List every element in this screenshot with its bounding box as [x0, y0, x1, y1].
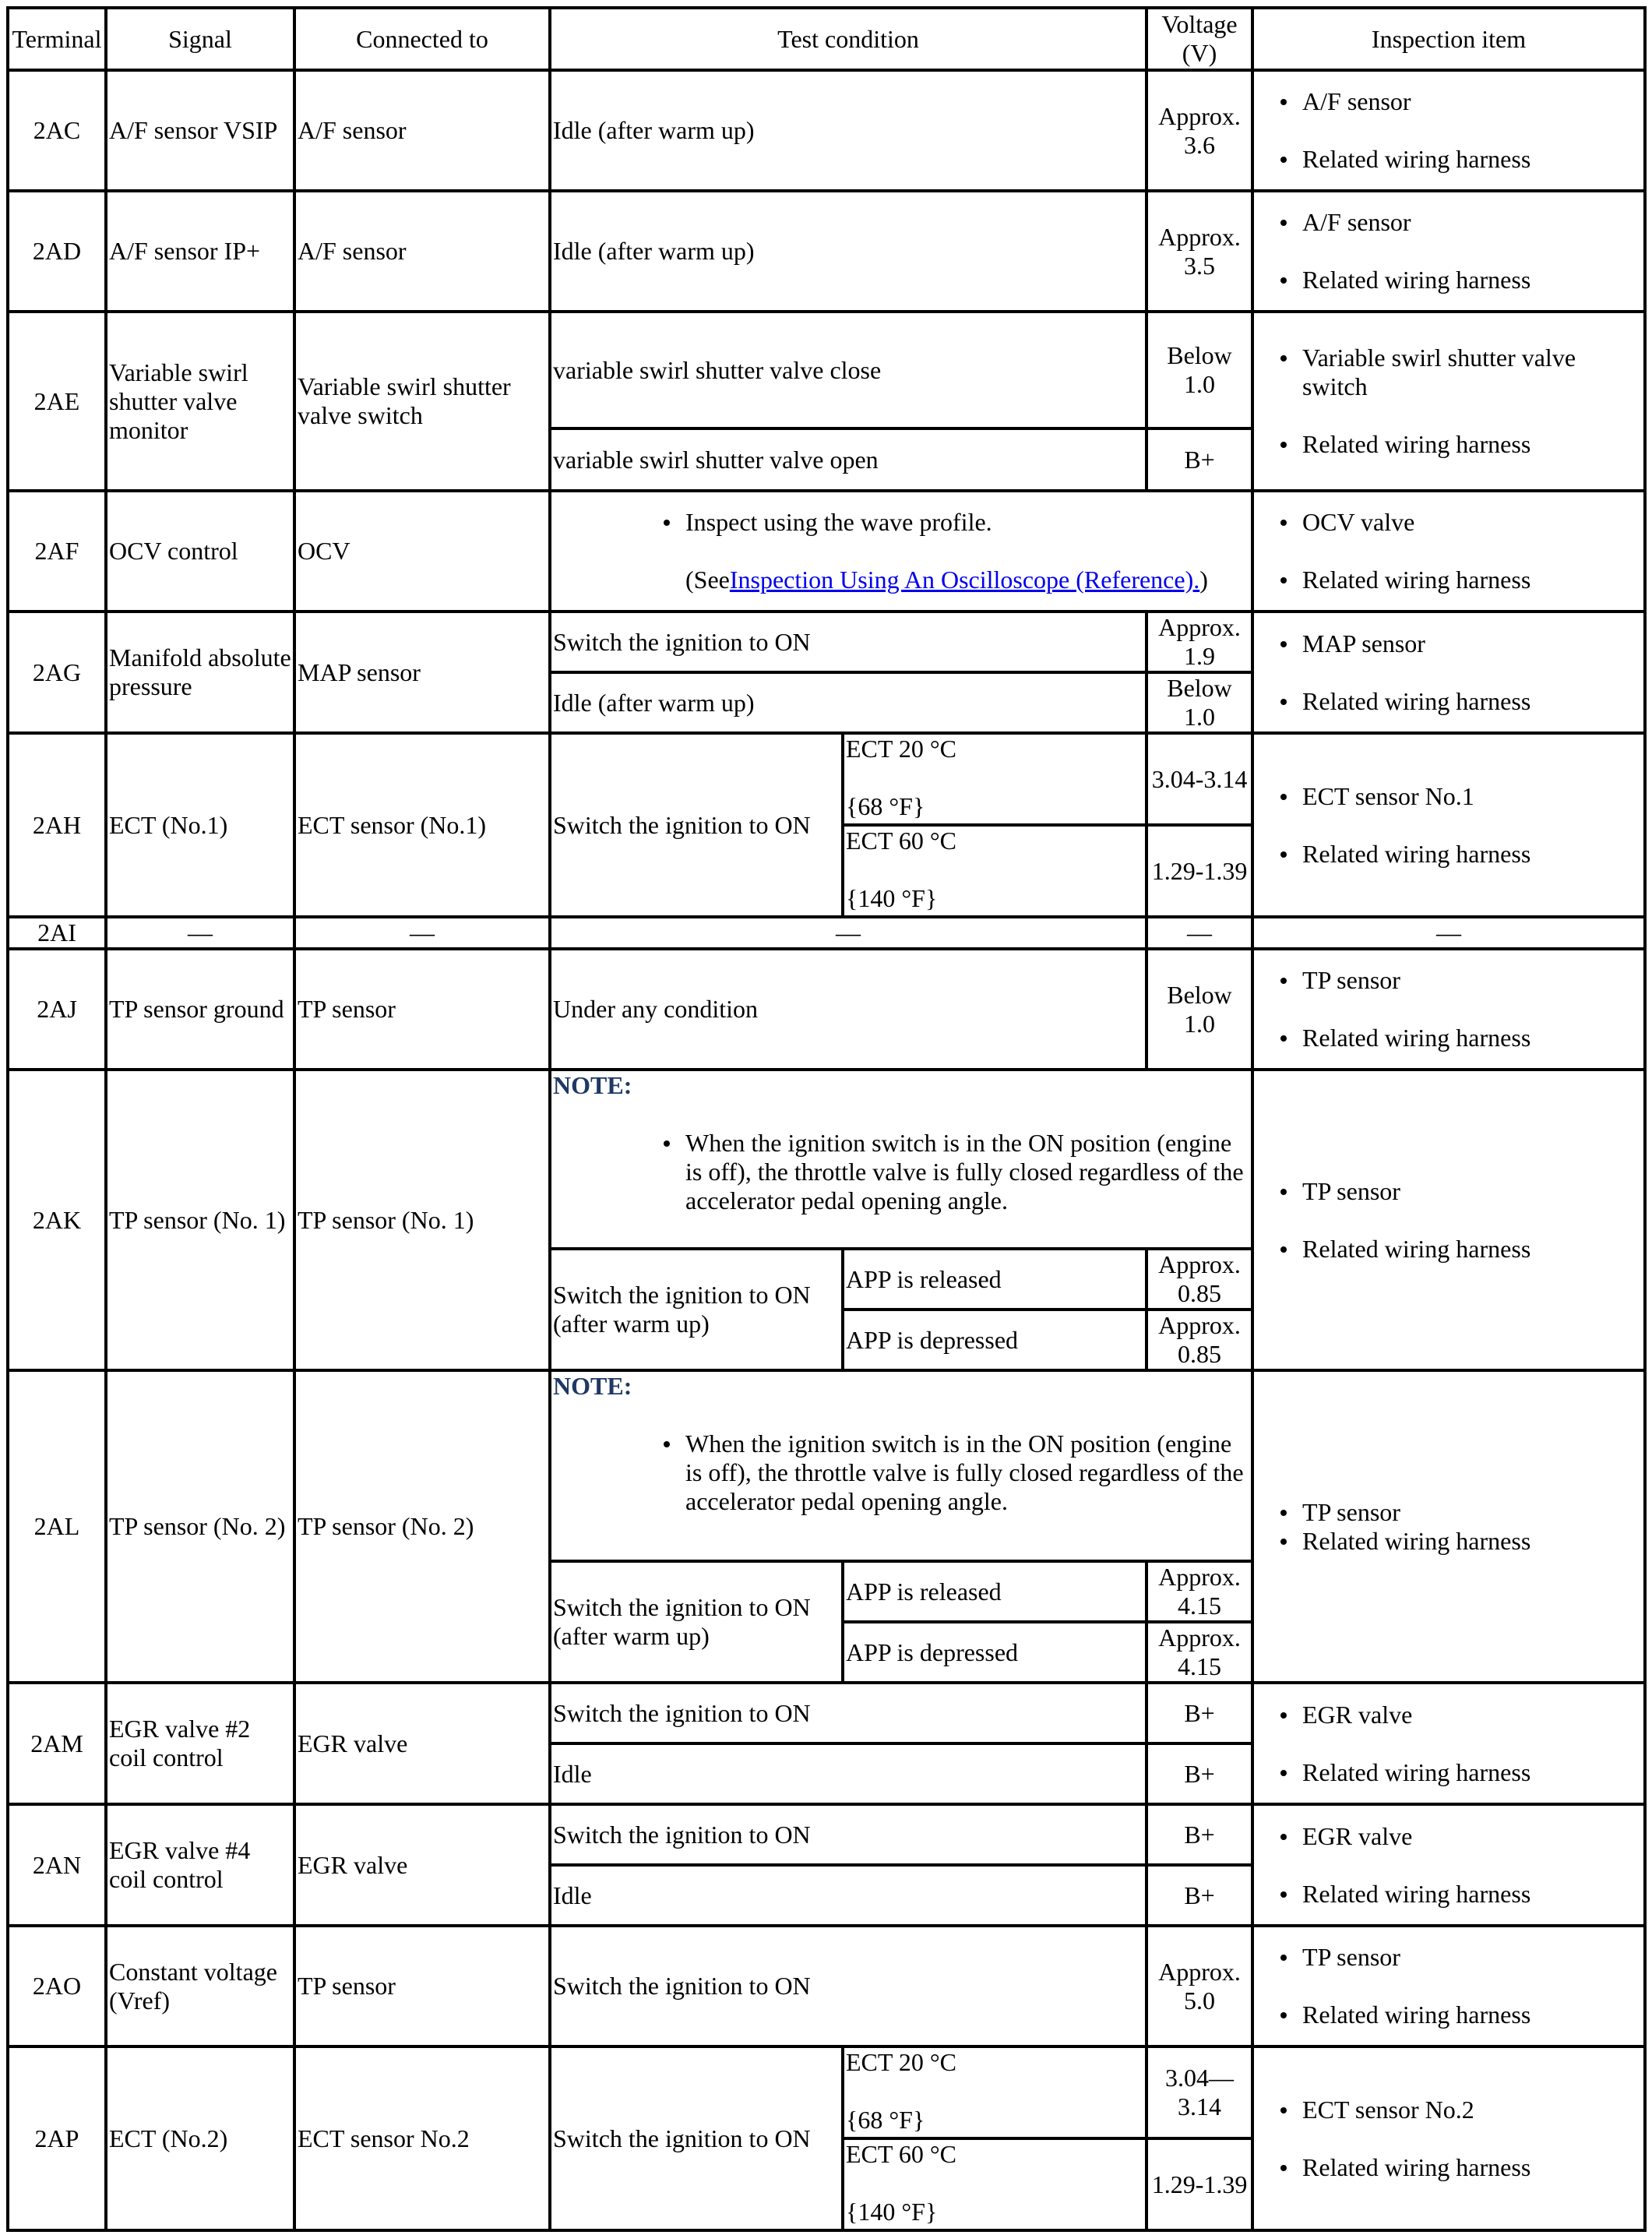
signal-cell: A/F sensor VSIP: [106, 70, 294, 191]
test-condition-cell: Idle (after warm up): [550, 191, 1147, 312]
test-condition-cell: Idle (after warm up): [550, 672, 1147, 733]
signal-cell: —: [106, 917, 294, 949]
inspection-cell: [1252, 312, 1645, 491]
inspection-item: EGR valve: [1302, 1701, 1642, 1729]
inspection-item: Related wiring harness: [1302, 1880, 1642, 1909]
inspection-list: [1256, 1498, 1642, 1556]
inspection-item: Related wiring harness: [1302, 145, 1642, 174]
table-row-2ao: [8, 1926, 1645, 2046]
inspection-list: [1256, 508, 1642, 594]
voltage-cell: Approx. 1.9: [1147, 612, 1252, 672]
connected-cell: TP sensor (No. 1): [294, 1070, 550, 1370]
terminal-cell: 2AH: [8, 733, 106, 917]
header-terminal: Terminal: [8, 8, 106, 70]
table-row-2ah: [8, 733, 1645, 825]
signal-cell: OCV control: [106, 491, 294, 612]
voltage-cell: B+: [1147, 1743, 1252, 1804]
voltage-cell: Approx. 0.85: [1147, 1310, 1252, 1370]
inspection-cell: [1252, 733, 1645, 917]
voltage-cell: Approx. 5.0: [1147, 1926, 1252, 2046]
connected-cell: ECT sensor No.2: [294, 2046, 550, 2230]
connected-cell: —: [294, 917, 550, 949]
voltage-cell: B+: [1147, 1804, 1252, 1865]
note-label: NOTE:: [553, 1071, 632, 1099]
inspection-list: [1256, 966, 1642, 1052]
signal-cell: EGR valve #2 coil control: [106, 1683, 294, 1804]
voltage-cell: —: [1147, 917, 1252, 949]
inspection-cell: [1252, 612, 1645, 733]
voltage-cell: Approx. 4.15: [1147, 1561, 1252, 1622]
connected-cell: TP sensor: [294, 1926, 550, 2046]
inspection-list: [1256, 2096, 1642, 2182]
connected-cell: A/F sensor: [294, 70, 550, 191]
signal-cell: TP sensor (No. 1): [106, 1070, 294, 1370]
voltage-cell: Approx. 0.85: [1147, 1249, 1252, 1310]
voltage-cell: Approx. 4.15: [1147, 1622, 1252, 1683]
wave-profile-item: Inspect using the wave profile.: [685, 508, 1249, 537]
voltage-cell: B+: [1147, 1683, 1252, 1743]
inspection-item: Related wiring harness: [1302, 266, 1642, 294]
inspection-item: TP sensor: [1302, 1177, 1642, 1206]
note-cell: [550, 1370, 1252, 1561]
signal-cell: TP sensor ground: [106, 949, 294, 1070]
voltage-cell: Approx. 3.6: [1147, 70, 1252, 191]
note-cell: [550, 1070, 1252, 1249]
inspection-list: [1256, 1943, 1642, 2029]
note-list: [553, 1429, 1249, 1516]
reference-line: [553, 566, 1249, 594]
ect-temp-c: ECT 20 °C: [846, 2048, 956, 2076]
test-condition-cell: Under any condition: [550, 949, 1147, 1070]
header-row: [8, 8, 1645, 70]
test-condition-cell: Switch the ignition to ON: [550, 612, 1147, 672]
terminal-voltage-table: [6, 6, 1647, 2232]
test-condition-cell: Switch the ignition to ON (after warm up): [550, 1561, 843, 1683]
table-row-2ae: [8, 312, 1645, 428]
ect-temp-c: ECT 20 °C: [846, 735, 956, 763]
inspection-item: OCV valve: [1302, 508, 1642, 537]
test-condition-cell: variable swirl shutter valve close: [550, 312, 1147, 428]
voltage-cell: Below 1.0: [1147, 949, 1252, 1070]
table-row-2ai: [8, 917, 1645, 949]
connected-cell: TP sensor (No. 2): [294, 1370, 550, 1683]
test-condition-cell: Switch the ignition to ON: [550, 1926, 1147, 2046]
voltage-cell: 3.04—3.14: [1147, 2046, 1252, 2138]
inspection-cell: [1252, 2046, 1645, 2230]
voltage-cell: Approx. 3.5: [1147, 191, 1252, 312]
signal-cell: Manifold absolute pressure: [106, 612, 294, 733]
inspection-cell: [1252, 1926, 1645, 2046]
ect-temp-f: {140 °F}: [846, 884, 938, 912]
voltage-cell: 1.29-1.39: [1147, 825, 1252, 917]
inspection-item: Related wiring harness: [1302, 1527, 1642, 1556]
inspection-item: TP sensor: [1302, 1498, 1642, 1527]
table-row-2ak: [8, 1070, 1645, 1249]
ect-temp-f: {140 °F}: [846, 2198, 938, 2226]
test-condition-cell: Idle (after warm up): [550, 70, 1147, 191]
inspection-cell: [1252, 1370, 1645, 1683]
inspection-item: ECT sensor No.1: [1302, 782, 1642, 811]
see-suffix: ): [1199, 566, 1208, 594]
terminal-cell: 2AP: [8, 2046, 106, 2230]
inspection-list: [1256, 1822, 1642, 1909]
app-condition-cell: APP is depressed: [843, 1622, 1147, 1683]
see-prefix: (See: [685, 566, 730, 594]
note-label: NOTE:: [553, 1372, 632, 1400]
test-condition-cell: Idle: [550, 1743, 1147, 1804]
inspection-list: [1256, 344, 1642, 459]
terminal-cell: 2AD: [8, 191, 106, 312]
test-condition-cell: Switch the ignition to ON: [550, 1804, 1147, 1865]
ect-condition-cell: [843, 825, 1147, 917]
signal-cell: EGR valve #4 coil control: [106, 1804, 294, 1926]
signal-cell: ECT (No.1): [106, 733, 294, 917]
terminal-cell: 2AL: [8, 1370, 106, 1683]
wave-profile-list: [553, 508, 1249, 537]
note-item: When the ignition switch is in the ON position (engine is off), the throttle valve is fully closed regardless of the accelerator pedal opening angle.: [685, 1129, 1249, 1215]
ect-temp-c: ECT 60 °C: [846, 827, 956, 855]
app-condition-cell: APP is depressed: [843, 1310, 1147, 1370]
note-list: [553, 1129, 1249, 1215]
terminal-cell: 2AO: [8, 1926, 106, 2046]
connected-cell: EGR valve: [294, 1804, 550, 1926]
inspection-list: [1256, 1701, 1642, 1787]
connected-cell: TP sensor: [294, 949, 550, 1070]
table-row-2af: [8, 491, 1645, 612]
inspection-item: Related wiring harness: [1302, 2001, 1642, 2029]
signal-cell: TP sensor (No. 2): [106, 1370, 294, 1683]
connected-cell: ECT sensor (No.1): [294, 733, 550, 917]
voltage-cell: 1.29-1.39: [1147, 2138, 1252, 2230]
inspection-list: [1256, 629, 1642, 716]
ect-condition-cell: [843, 2138, 1147, 2230]
inspection-item: EGR valve: [1302, 1822, 1642, 1851]
note-item: When the ignition switch is in the ON position (engine is off), the throttle valve is fully closed regardless of the accelerator pedal opening angle.: [685, 1429, 1249, 1516]
signal-cell: Constant voltage (Vref): [106, 1926, 294, 2046]
connected-cell: MAP sensor: [294, 612, 550, 733]
inspection-item: Related wiring harness: [1302, 1235, 1642, 1264]
inspection-item: TP sensor: [1302, 1943, 1642, 1972]
test-condition-cell: Switch the ignition to ON: [550, 733, 843, 917]
inspection-item: A/F sensor: [1302, 208, 1642, 237]
terminal-voltage-document: [6, 6, 1647, 2232]
table-row-2ap: [8, 2046, 1645, 2138]
app-condition-cell: APP is released: [843, 1249, 1147, 1310]
signal-cell: A/F sensor IP+: [106, 191, 294, 312]
terminal-cell: 2AE: [8, 312, 106, 491]
ect-temp-f: {68 °F}: [846, 2106, 925, 2134]
terminal-cell: 2AF: [8, 491, 106, 612]
inspection-list: [1256, 782, 1642, 869]
header-signal: Signal: [106, 8, 294, 70]
header-connected-to: Connected to: [294, 8, 550, 70]
inspection-cell: [1252, 491, 1645, 612]
inspection-item: Related wiring harness: [1302, 566, 1642, 594]
inspection-cell: [1252, 1683, 1645, 1804]
inspection-item: Related wiring harness: [1302, 2153, 1642, 2182]
test-condition-cell: Switch the ignition to ON (after warm up): [550, 1249, 843, 1370]
terminal-cell: 2AG: [8, 612, 106, 733]
inspection-item: MAP sensor: [1302, 629, 1642, 658]
connected-cell: A/F sensor: [294, 191, 550, 312]
test-condition-cell: Idle: [550, 1865, 1147, 1926]
inspection-cell: [1252, 1804, 1645, 1926]
inspection-cell: [1252, 1070, 1645, 1370]
voltage-cell: 3.04-3.14: [1147, 733, 1252, 825]
inspection-item: Related wiring harness: [1302, 1758, 1642, 1787]
app-condition-cell: APP is released: [843, 1561, 1147, 1622]
inspection-list: [1256, 1177, 1642, 1264]
inspection-item: Related wiring harness: [1302, 840, 1642, 869]
signal-cell: ECT (No.2): [106, 2046, 294, 2230]
ect-temp-c: ECT 60 °C: [846, 2140, 956, 2168]
inspection-item: Variable swirl shutter valve switch: [1302, 344, 1642, 401]
terminal-cell: 2AK: [8, 1070, 106, 1370]
inspection-cell: [1252, 949, 1645, 1070]
inspection-item: Related wiring harness: [1302, 687, 1642, 716]
test-condition-cell: [550, 491, 1252, 612]
terminal-cell: 2AN: [8, 1804, 106, 1926]
inspection-item: ECT sensor No.2: [1302, 2096, 1642, 2124]
voltage-cell: Below 1.0: [1147, 672, 1252, 733]
inspection-item: TP sensor: [1302, 966, 1642, 995]
terminal-cell: 2AM: [8, 1683, 106, 1804]
test-condition-cell: variable swirl shutter valve open: [550, 428, 1147, 491]
inspection-cell: [1252, 191, 1645, 312]
connected-cell: OCV: [294, 491, 550, 612]
oscilloscope-reference-link[interactable]: Inspection Using An Oscilloscope (Reference).: [729, 566, 1200, 594]
header-voltage: Voltage (V): [1147, 8, 1252, 70]
inspection-cell: —: [1252, 917, 1645, 949]
inspection-item: A/F sensor: [1302, 87, 1642, 116]
inspection-list: [1256, 208, 1642, 294]
table-row-2aj: [8, 949, 1645, 1070]
inspection-list: [1256, 87, 1642, 174]
inspection-cell: [1252, 70, 1645, 191]
test-condition-cell: Switch the ignition to ON: [550, 2046, 843, 2230]
voltage-cell: Below 1.0: [1147, 312, 1252, 428]
header-test-condition: Test condition: [550, 8, 1147, 70]
ect-temp-f: {68 °F}: [846, 792, 925, 820]
test-condition-cell: Switch the ignition to ON: [550, 1683, 1147, 1743]
voltage-cell: B+: [1147, 1865, 1252, 1926]
terminal-cell: 2AJ: [8, 949, 106, 1070]
signal-cell: Variable swirl shutter valve monitor: [106, 312, 294, 491]
table-row-2ad: [8, 191, 1645, 312]
ect-condition-cell: [843, 2046, 1147, 2138]
inspection-item: Related wiring harness: [1302, 430, 1642, 459]
header-inspection-item: Inspection item: [1252, 8, 1645, 70]
table-row-2an: [8, 1804, 1645, 1865]
ect-condition-cell: [843, 733, 1147, 825]
terminal-cell: 2AI: [8, 917, 106, 949]
connected-cell: EGR valve: [294, 1683, 550, 1804]
voltage-cell: B+: [1147, 428, 1252, 491]
table-row-2ag: [8, 612, 1645, 672]
terminal-cell: 2AC: [8, 70, 106, 191]
table-row-2al: [8, 1370, 1645, 1561]
inspection-item: Related wiring harness: [1302, 1024, 1642, 1052]
table-row-2ac: [8, 70, 1645, 191]
test-condition-cell: —: [550, 917, 1147, 949]
table-row-2am: [8, 1683, 1645, 1743]
connected-cell: Variable swirl shutter valve switch: [294, 312, 550, 491]
